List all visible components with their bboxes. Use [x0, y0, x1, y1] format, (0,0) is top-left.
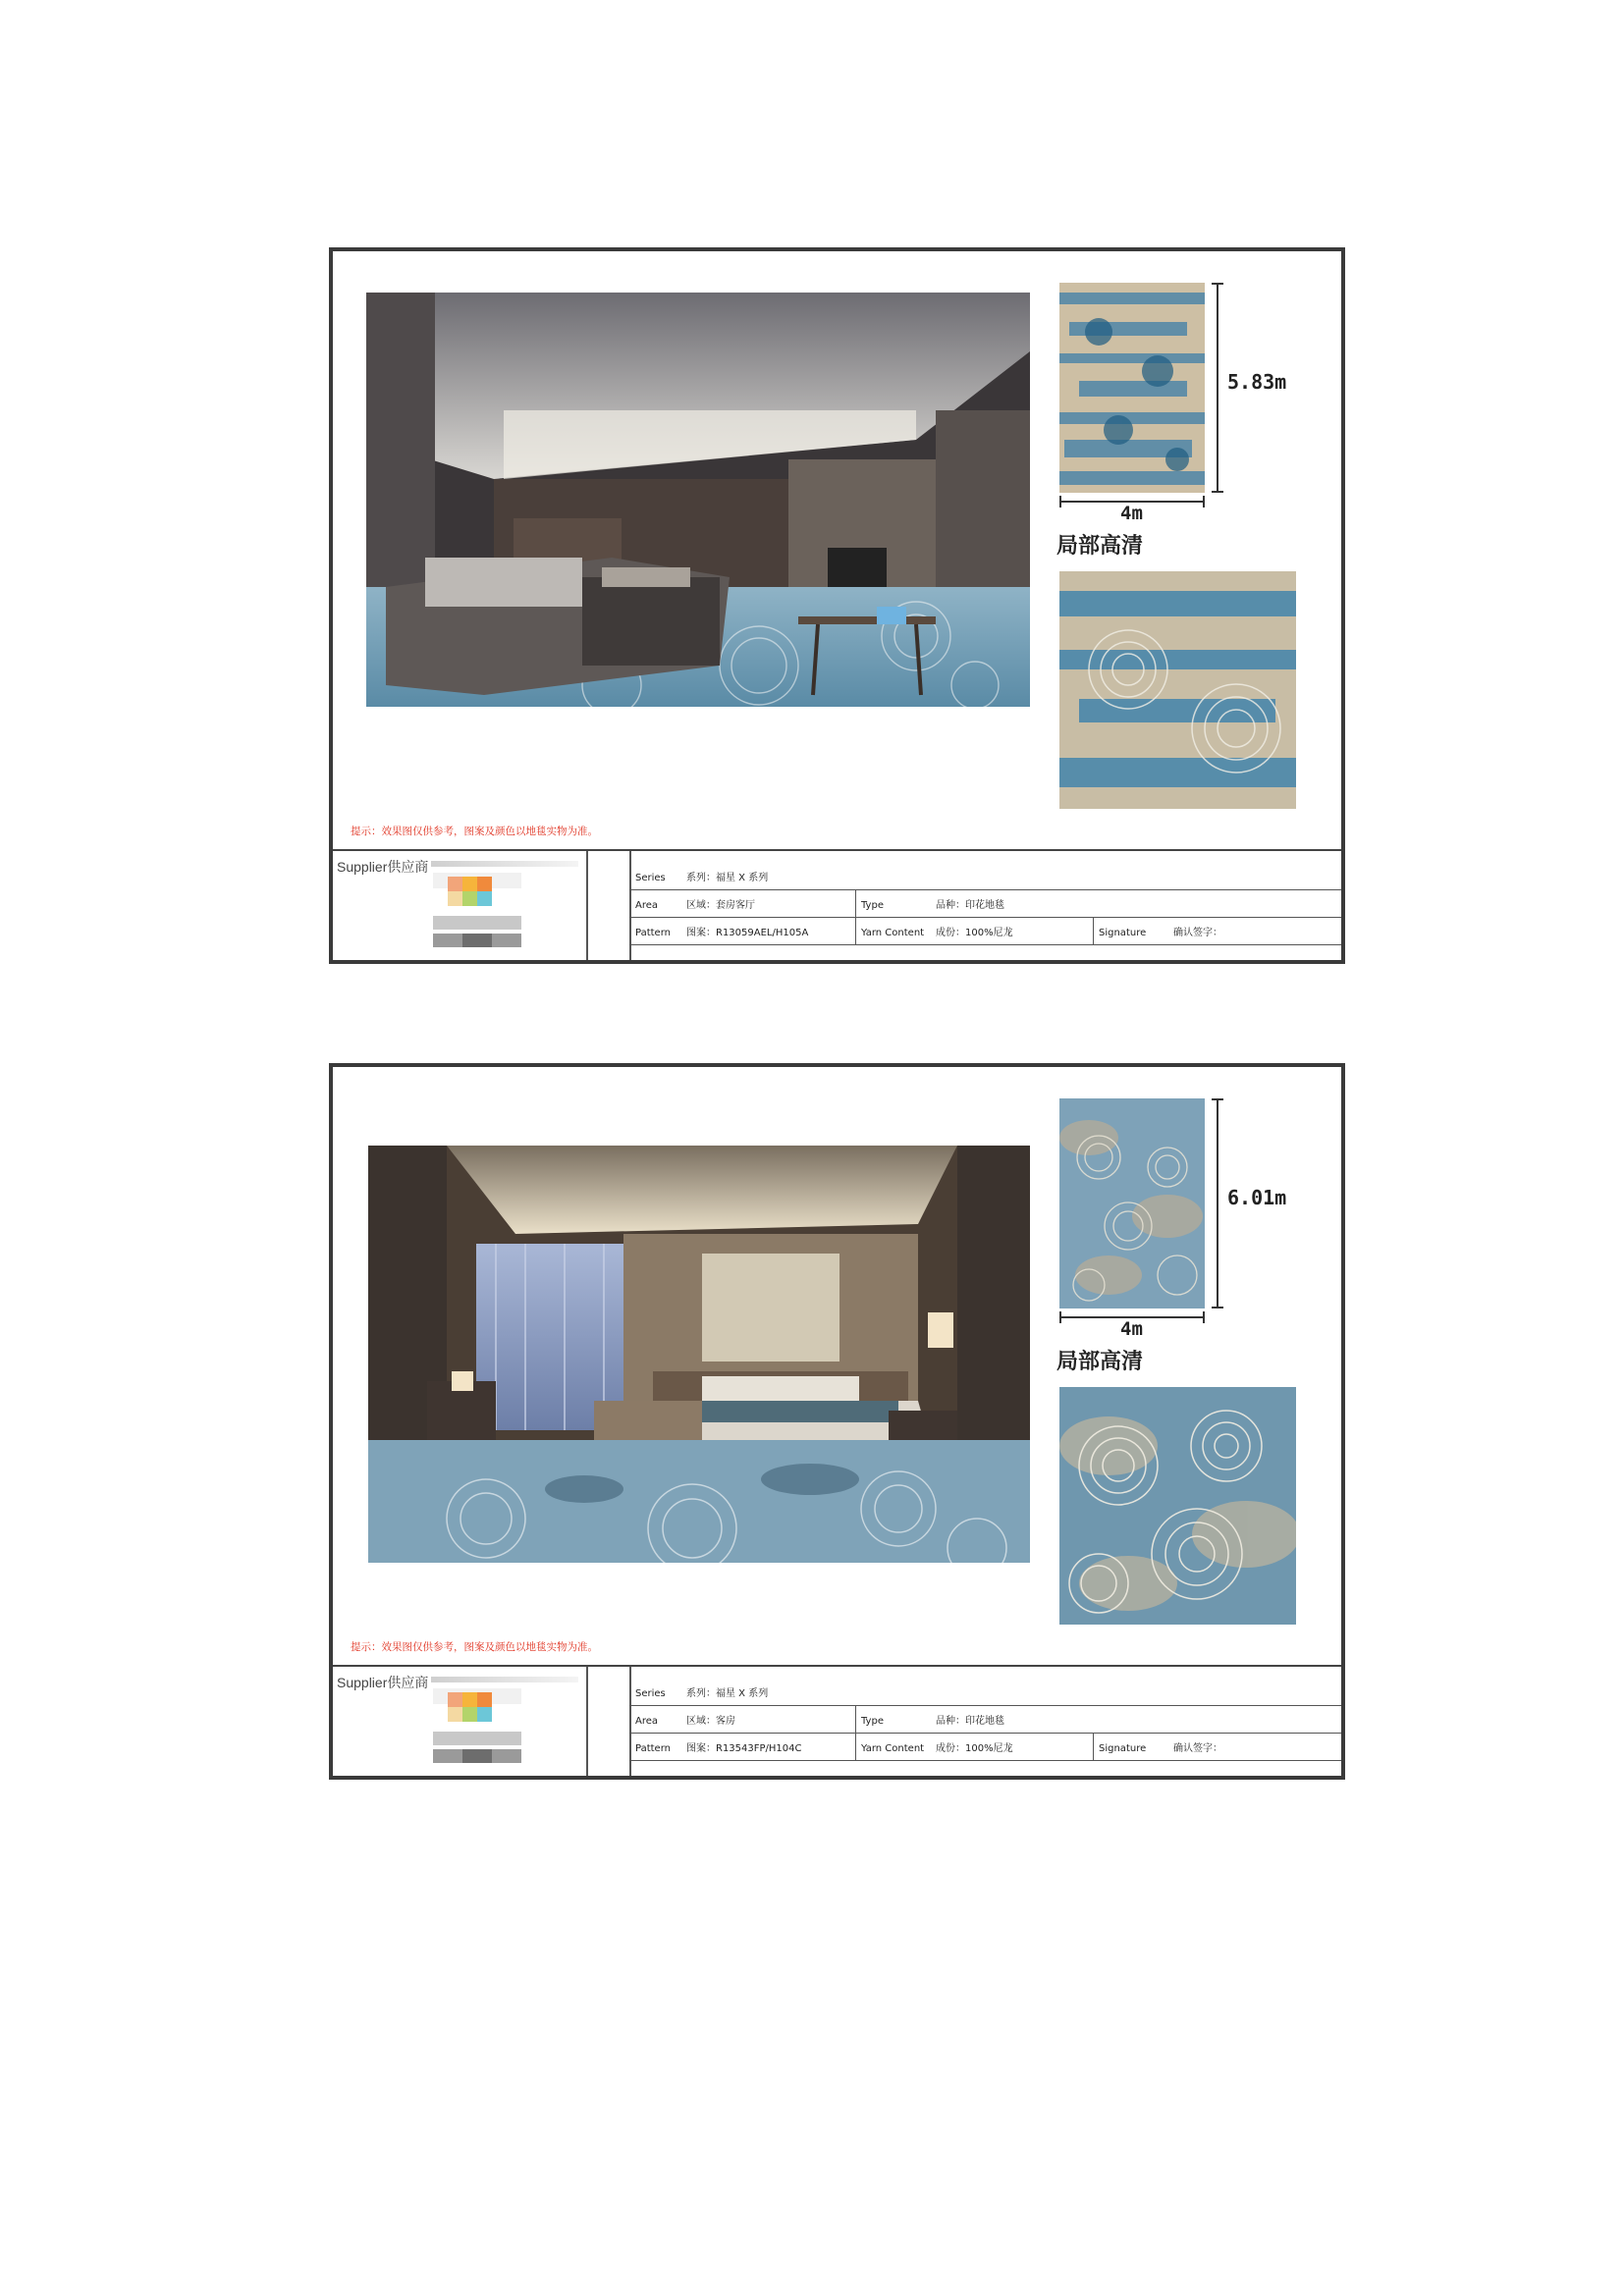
spec-table	[333, 1665, 1341, 1776]
type-value: 品种：印花地毯	[936, 900, 1004, 911]
width-dimension-tick-left	[1059, 1311, 1061, 1323]
disclaimer-notice: 提示：效果图仅供参考，图案及颜色以地毯实物为准。	[351, 826, 598, 837]
height-dimension-tick-bottom	[1212, 491, 1223, 493]
area-label: Area	[635, 900, 659, 911]
carpet-height-label: 6.01m	[1227, 1186, 1287, 1209]
column-divider	[855, 917, 856, 944]
living-room-rendering	[366, 293, 1030, 707]
height-dimension-tick-top	[1212, 1098, 1223, 1100]
area-row	[631, 889, 1341, 918]
yarn-label: Yarn Content	[861, 928, 925, 938]
area-value: 区域：客房	[686, 1716, 735, 1727]
series-label: Series	[635, 873, 666, 883]
detail-heading: 局部高清	[1056, 1350, 1144, 1374]
disclaimer-notice: 提示：效果图仅供参考，图案及颜色以地毯实物为准。	[351, 1641, 598, 1653]
height-dimension-tick-top	[1212, 283, 1223, 285]
spec-grid	[631, 851, 1341, 960]
column-divider	[855, 1705, 856, 1733]
yarn-value: 成份：100%尼龙	[936, 928, 1013, 938]
pattern-label: Pattern	[635, 928, 671, 938]
spec-grid	[631, 1667, 1341, 1776]
pattern-value: 图案：R13059AEL/H105A	[686, 928, 809, 938]
supplier-cell	[333, 851, 588, 960]
supplier-name-redacted	[431, 1677, 578, 1682]
type-label: Type	[861, 900, 884, 911]
height-dimension-line	[1217, 283, 1218, 493]
column-divider	[1093, 1733, 1094, 1760]
width-dimension-tick-right	[1203, 1311, 1205, 1323]
supplier-logo-pixelated	[433, 873, 521, 956]
pattern-row	[631, 1733, 1341, 1761]
area-value: 区域：套房客厅	[686, 900, 755, 911]
series-value: 系列：福星 X 系列	[686, 873, 769, 883]
carpet-width-label: 4m	[1120, 1318, 1143, 1340]
column-divider	[1093, 917, 1094, 944]
spec-sheet-2	[329, 1063, 1345, 1780]
height-dimension-line	[1217, 1098, 1218, 1308]
width-dimension-tick-left	[1059, 496, 1061, 507]
supplier-name-redacted	[431, 861, 578, 867]
carpet-height-label: 5.83m	[1227, 370, 1287, 394]
supplier-label: Supplier供应商	[337, 1675, 429, 1690]
signature-value: 确认签字：	[1173, 928, 1222, 938]
carpet-detail-closeup	[1059, 1387, 1296, 1625]
pattern-row	[631, 917, 1341, 945]
detail-heading: 局部高清	[1056, 534, 1144, 559]
column-divider	[855, 889, 856, 917]
supplier-logo-pixelated	[433, 1688, 521, 1772]
series-value: 系列：福星 X 系列	[686, 1688, 769, 1699]
column-divider	[855, 1733, 856, 1760]
yarn-value: 成份：100%尼龙	[936, 1743, 1013, 1754]
supplier-label: Supplier供应商	[337, 859, 429, 875]
supplier-cell	[333, 1667, 588, 1776]
bedroom-rendering	[368, 1146, 1030, 1563]
signature-label: Signature	[1099, 1743, 1147, 1754]
carpet-detail-closeup	[1059, 571, 1296, 809]
spec-sheet-1	[329, 247, 1345, 964]
type-label: Type	[861, 1716, 884, 1727]
carpet-swatch	[1059, 1098, 1205, 1308]
area-row	[631, 1705, 1341, 1734]
pattern-value: 图案：R13543FP/H104C	[686, 1743, 802, 1754]
spec-table	[333, 849, 1341, 960]
carpet-width-label: 4m	[1120, 503, 1143, 524]
signature-label: Signature	[1099, 928, 1147, 938]
series-row	[631, 862, 1341, 890]
signature-value: 确认签字：	[1173, 1743, 1222, 1754]
yarn-label: Yarn Content	[861, 1743, 925, 1754]
width-dimension-tick-right	[1203, 496, 1205, 507]
type-value: 品种：印花地毯	[936, 1716, 1004, 1727]
carpet-swatch	[1059, 283, 1205, 493]
pattern-label: Pattern	[635, 1743, 671, 1754]
table-spacer	[588, 1667, 631, 1776]
series-label: Series	[635, 1688, 666, 1699]
area-label: Area	[635, 1716, 659, 1727]
series-row	[631, 1678, 1341, 1706]
table-spacer	[588, 851, 631, 960]
height-dimension-tick-bottom	[1212, 1307, 1223, 1308]
